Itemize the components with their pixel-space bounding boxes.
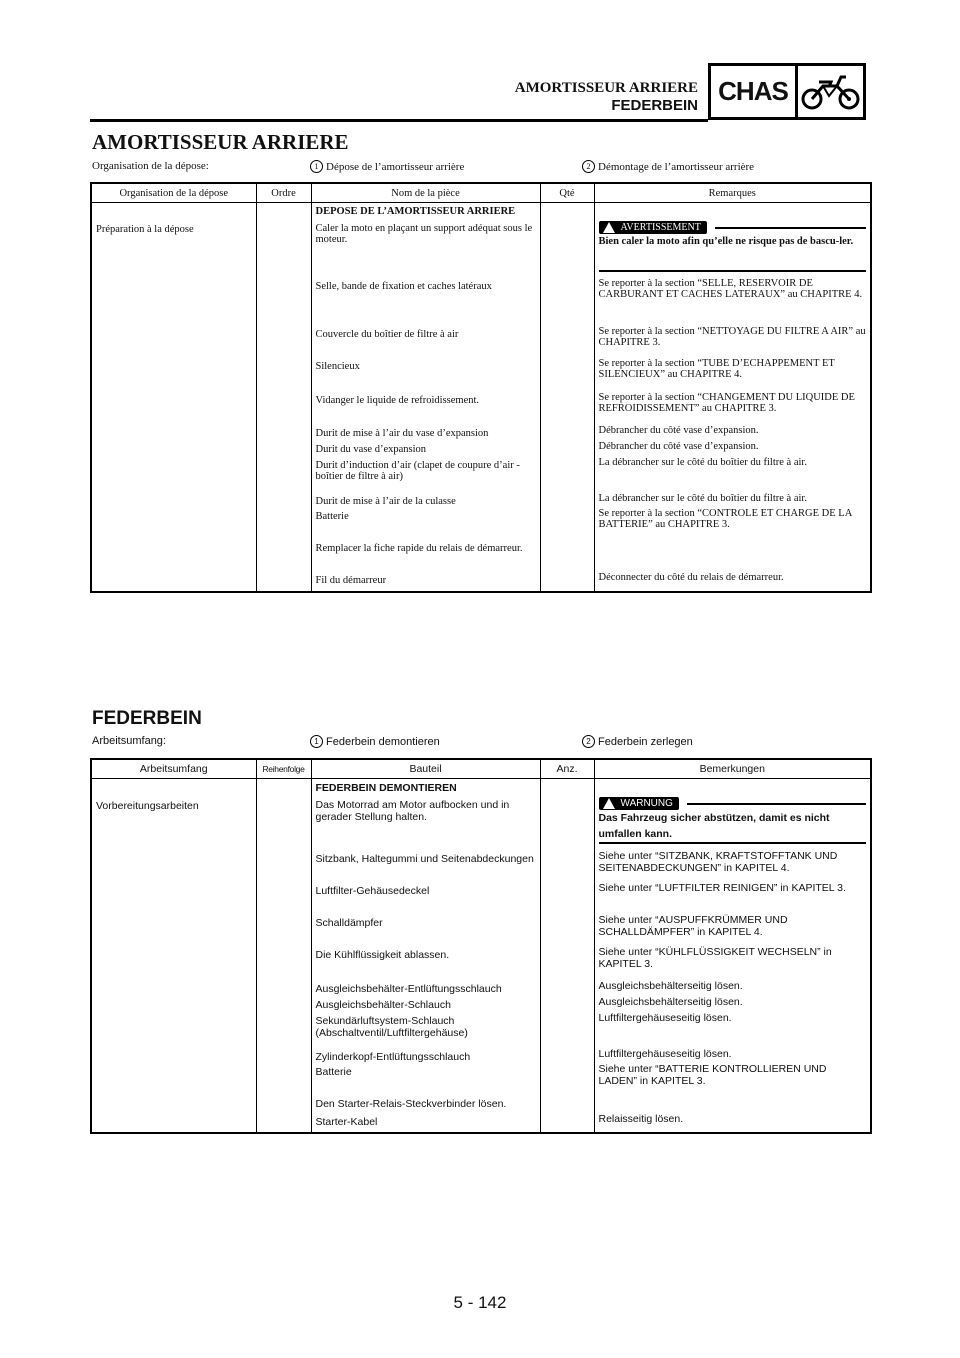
chapter-badge-label: CHAS (711, 66, 798, 117)
warning-tag-fr: AVERTISSEMENT (599, 221, 707, 234)
warning-header-de (599, 797, 867, 810)
scope-label-de: Arbeitsumfang: (92, 735, 166, 747)
scope-item-1-fr: 1 Dépose de l’amortisseur arrière (310, 160, 464, 173)
header-title-de: FEDERBEIN (611, 97, 698, 114)
col-header: Remarques (594, 183, 871, 203)
remark: Se reporter à la section “NETTOYAGE DU FILTRE A AIR” au CHAPITRE 3. (598, 326, 866, 348)
col-header: Ordre (256, 183, 311, 203)
table-row: Luftfilter-Gehäusedeckel (315, 885, 430, 897)
scope-item-1-de: 1 Federbein demontieren (310, 735, 440, 748)
table-row: Durit de mise à l’air du vase d’expansion (315, 428, 489, 439)
page-number: 5 - 142 (453, 1293, 507, 1312)
prep-cell-de (91, 779, 256, 1134)
remark: Ausgleichsbehälterseitig lösen. (598, 980, 743, 992)
remark: Se reporter à la section “SELLE, RESERVOIR DE CARBURANT ET CACHES LATERAUX” au CHAPITRE 4. (598, 278, 863, 300)
table-row: Die Kühlflüssigkeit ablassen. (315, 949, 450, 961)
table-row: Ausgleichsbehälter-Entlüftungsschlauch (315, 983, 502, 995)
table-row: Silencieux (315, 361, 360, 372)
remark: Déconnecter du côté du relais de démarreur. (598, 572, 784, 583)
step-number-2: 2 (582, 735, 595, 748)
section-title-de: FEDERBEIN (92, 708, 202, 729)
remarks-column-de (594, 779, 871, 1134)
step-number-1: 1 (310, 735, 323, 748)
procedure-heading-fr: DEPOSE DE L’AMORTISSEUR ARRIERE (315, 206, 516, 217)
parts-column-de (311, 779, 540, 1134)
scope-label-fr: Organisation de la dépose: (92, 160, 209, 172)
remark: Luftfiltergehäuseseitig lösen. (598, 1048, 732, 1060)
step-number-2: 2 (582, 160, 595, 173)
remark: Siehe unter “KÜHLFLÜSSIGKEIT WECHSELN” in KAPITEL 3. (598, 946, 832, 970)
table-row: Selle, bande de fixation et caches latéraux (315, 281, 492, 292)
table-row: Couvercle du boîtier de filtre à air (315, 329, 459, 340)
table-row: Batterie (315, 1066, 352, 1078)
remark: Débrancher du côté vase d’expansion. (598, 425, 759, 436)
remark: Se reporter à la section “CONTROLE ET CHARGE DE LA BATTERIE” au CHAPITRE 3. (598, 508, 852, 530)
table-row: Sekundärluftsystem-Schlauch (Abschaltventil/Luftfiltergehäuse) (315, 1015, 468, 1039)
table-header-fr (91, 183, 871, 203)
remark: Siehe unter “LUFTFILTER REINIGEN” in KAPITEL 3. (598, 882, 846, 894)
warning-tag-de: WARNUNG (599, 797, 679, 810)
header-rule (90, 119, 708, 122)
remark: Siehe unter “BATTERIE KONTROLLIEREN UND LADEN” in KAPITEL 3. (598, 1063, 827, 1087)
remark (599, 540, 867, 572)
remark (599, 1095, 867, 1113)
remark: Siehe unter “AUSPUFFKRÜMMER UND SCHALLDÄMPFER” in KAPITEL 4. (598, 914, 788, 938)
section-title-fr: AMORTISSEUR ARRIERE (92, 130, 349, 154)
table-row: Batterie (315, 511, 349, 522)
table-row: Ausgleichsbehälter-Schlauch (315, 999, 451, 1011)
table-fr (90, 182, 872, 593)
scope-item-2-fr: 2 Démontage de l’amortisseur arrière (582, 160, 754, 173)
remark: Se reporter à la section “TUBE D’ECHAPPEMENT ET SILENCIEUX” au CHAPITRE 4. (598, 358, 835, 380)
remark: La débrancher sur le côté du boîtier du filtre à air. (598, 457, 807, 468)
table-row: Caler la moto en plaçant un support adéquat sous le moteur. (315, 223, 533, 245)
header-titles (515, 80, 698, 114)
table-row: Das Motorrad am Motor aufbocken und in gerader Stellung halten. (315, 799, 510, 823)
table-row: Den Starter-Relais-Steckverbinder lösen. (315, 1098, 507, 1110)
warning-icon (603, 798, 615, 809)
table-header-de (91, 759, 871, 779)
table-row: Fil du démarreur (315, 575, 387, 586)
remark: Se reporter à la section “CHANGEMENT DU LIQUIDE DE REFROIDISSEMENT” au CHAPITRE 3. (598, 392, 855, 414)
table-body-fr (91, 203, 871, 593)
table-row: Schalldämpfer (315, 917, 383, 929)
procedure-heading-de: FEDERBEIN DEMONTIEREN (315, 782, 457, 794)
table-row: Sitzbank, Haltegummi und Seitenabdeckungen (315, 853, 534, 865)
prep-label-fr: Préparation à la dépose (96, 224, 194, 235)
table-row: Vidanger le liquide de refroidissement. (315, 395, 480, 406)
table-row: Durit d’induction d’air (clapet de coupure d’air - boîtier de filtre à air) (315, 460, 520, 482)
parts-column-fr (311, 203, 540, 593)
step-number-1: 1 (310, 160, 323, 173)
table-row: Durit de mise à l’air de la culasse (315, 496, 456, 507)
table-row: Durit du vase d’expansion (315, 444, 427, 455)
warning-text-de: Das Fahrzeug sicher abstützen, damit es nicht umfallen kann. (599, 810, 867, 844)
chapter-badge (708, 63, 866, 120)
table-body-de (91, 779, 871, 1134)
col-header: Qté (540, 183, 594, 203)
col-header: Bemerkungen (594, 759, 871, 779)
remark: Relaisseitig lösen. (598, 1113, 684, 1125)
prep-cell-fr (91, 203, 256, 593)
table-row: Zylinderkopf-Entlüftungsschlauch (315, 1051, 471, 1063)
remark: Ausgleichsbehälterseitig lösen. (598, 996, 743, 1008)
warning-header-fr (599, 221, 867, 234)
warning-text-fr: Bien caler la moto afin qu’elle ne risque pas de bascu-ler. (599, 234, 867, 272)
remark: La débrancher sur le côté du boîtier du filtre à air. (598, 493, 807, 504)
col-header: Reihenfolge (256, 759, 311, 779)
table-de (90, 758, 872, 1134)
col-header: Organisation de la dépose (91, 183, 256, 203)
remark: Débrancher du côté vase d’expansion. (598, 441, 759, 452)
table-row: Remplacer la fiche rapide du relais de démarreur. (315, 543, 523, 554)
remarks-column-fr (594, 203, 871, 593)
col-header: Anz. (540, 759, 594, 779)
warning-icon (603, 222, 615, 233)
prep-label-de: Vorbereitungsarbeiten (96, 800, 199, 812)
remark: Siehe unter “SITZBANK, KRAFTSTOFFTANK UND SEITENABDECKUNGEN” in KAPITEL 4. (598, 850, 838, 874)
header-title-fr: AMORTISSEUR ARRIERE (514, 80, 698, 96)
motorcycle-icon (798, 66, 863, 117)
col-header: Arbeitsumfang (91, 759, 256, 779)
table-row: Starter-Kabel (315, 1116, 378, 1128)
col-header: Bauteil (311, 759, 540, 779)
col-header: Nom de la pièce (311, 183, 540, 203)
remark: Luftfiltergehäuseseitig lösen. (598, 1012, 732, 1024)
scope-item-2-de: 2 Federbein zerlegen (582, 735, 693, 748)
